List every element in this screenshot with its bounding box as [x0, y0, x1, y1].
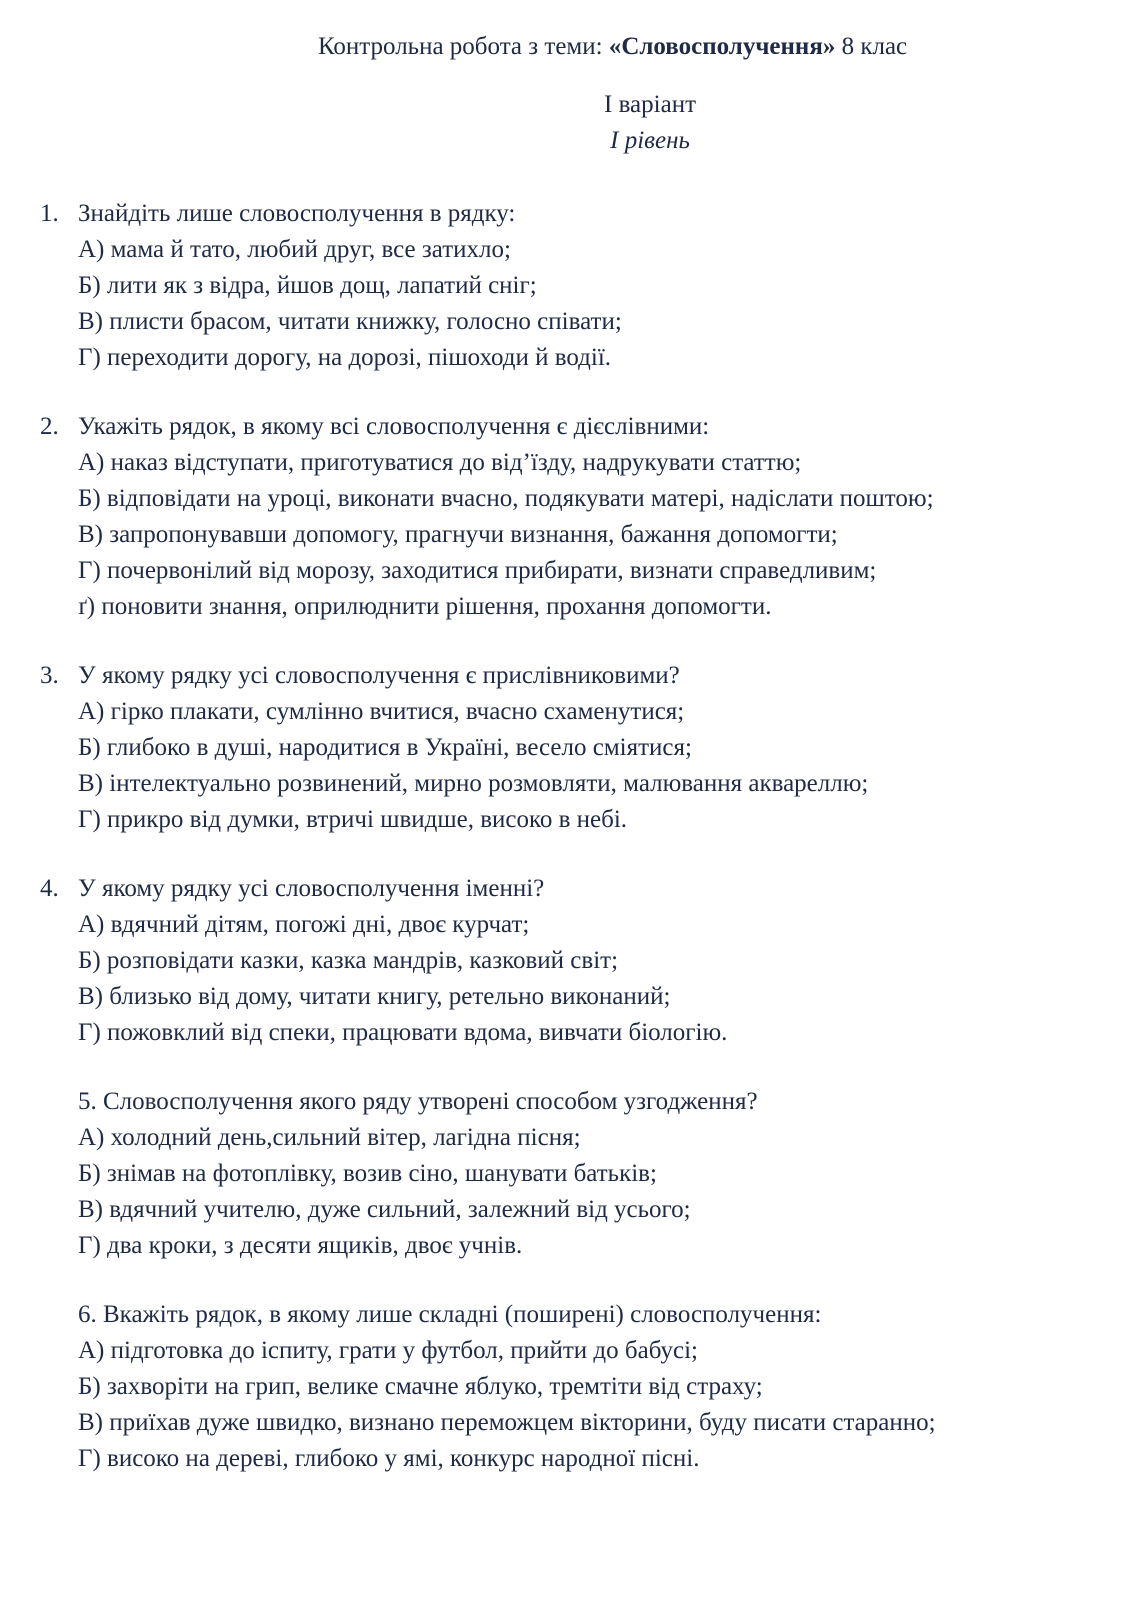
- question-2-option-b: Б) відповідати на уроці, виконати вчасно, подякувати матері, надіслати поштою;: [78, 485, 934, 512]
- question-4-text-line: [0, 871, 1130, 907]
- question-2-option-a: А) наказ відступати, приготуватися до від’їзду, надрукувати статтю;: [78, 449, 802, 476]
- question-3-option-d: Г) прикро від думки, втричі швидше, високо в небі.: [78, 806, 628, 833]
- question-5: [0, 1084, 1130, 1264]
- question-3-option-a: А) гірко плакати, сумлінно вчитися, вчасно схаменутися;: [78, 698, 685, 725]
- question-3-text-line: [0, 658, 1130, 694]
- question-3-text: У якому рядку усі словосполучення є прислівниковими?: [78, 662, 680, 689]
- question-1-option-a: А) мама й тато, любий друг, все затихло;: [78, 236, 511, 263]
- question-6-option-b: Б) захворіти на грип, велике смачне яблуко, тремтіти від страху;: [78, 1373, 763, 1400]
- level-heading: І рівень: [610, 127, 690, 154]
- question-4-option-c: В) близько від дому, читати книгу, ретельно виконаний;: [78, 983, 671, 1010]
- question-4-option-b: Б) розповідати казки, казка мандрів, казковий світ;: [78, 947, 619, 974]
- title-prefix: Контрольна робота з теми:: [318, 33, 609, 60]
- question-3-number: 3.: [40, 662, 59, 689]
- question-6-option-d: Г) високо на дереві, глибоко у ямі, конкурс народної пісні.: [78, 1445, 700, 1472]
- question-2-text-line: [0, 409, 1130, 445]
- question-3-option-b: Б) глибоко в душі, народитися в Україні, весело сміятися;: [78, 734, 692, 761]
- question-6-option-a: А) підготовка до іспиту, грати у футбол, прийти до бабусі;: [78, 1337, 698, 1364]
- question-1: [0, 196, 1130, 376]
- question-6-option-c: В) приїхав дуже швидко, визнано переможцем вікторини, буду писати старанно;: [78, 1409, 936, 1436]
- question-1-number: 1.: [40, 200, 59, 227]
- question-6-text: 6. Вкажіть рядок, в якому лише складні (поширені) словосполучення:: [78, 1301, 822, 1328]
- question-5-text: 5. Словосполучення якого ряду утворені способом узгодження?: [78, 1088, 758, 1115]
- question-4-option-a: А) вдячний дітям, погожі дні, двоє курчат;: [78, 911, 530, 938]
- title-topic: «Словосполучення»: [608, 33, 836, 60]
- question-2-text: Укажіть рядок, в якому всі словосполучення є дієслівними:: [78, 413, 710, 440]
- question-5-option-c: В) вдячний учителю, дуже сильний, залежний від усього;: [78, 1196, 691, 1223]
- question-3-option-c: В) інтелектуально розвинений, мирно розмовляти, малювання аквареллю;: [78, 770, 869, 797]
- question-1-option-d: Г) переходити дорогу, на дорозі, пішоходи й водії.: [78, 344, 612, 371]
- question-4: [0, 871, 1130, 1051]
- question-1-option-c: В) плисти брасом, читати книжку, голосно співати;: [78, 308, 622, 335]
- question-4-option-d: Г) пожовклий від спеки, працювати вдома, вивчати біологію.: [78, 1019, 728, 1046]
- question-2-option-d: Г) почервонілий від морозу, заходитися прибирати, визнати справедливим;: [78, 557, 877, 584]
- question-4-number: 4.: [40, 875, 59, 902]
- variant-heading: І варіант: [604, 91, 696, 118]
- question-2-number: 2.: [40, 413, 59, 440]
- question-1-text: Знайдіть лише словосполучення в рядку:: [78, 200, 516, 227]
- question-5-option-b: Б) знімав на фотоплівку, возив сіно, шанувати батьків;: [78, 1160, 657, 1187]
- question-6: [0, 1297, 1130, 1477]
- question-list: [0, 196, 1130, 1510]
- question-4-text: У якому рядку усі словосполучення іменні?: [78, 875, 545, 902]
- question-3: [0, 658, 1130, 838]
- question-2-option-e: ґ) поновити знання, оприлюднити рішення, прохання допомогти.: [78, 593, 772, 620]
- title-suffix: 8 клас: [835, 33, 908, 60]
- question-1-option-b: Б) лити як з відра, йшов дощ, лапатий сніг;: [78, 272, 537, 299]
- question-2: [0, 409, 1130, 625]
- question-2-option-c: В) запропонувавши допомогу, прагнучи визнання, бажання допомогти;: [78, 521, 838, 548]
- question-5-option-a: А) холодний день,сильний вітер, лагідна пісня;: [78, 1124, 581, 1151]
- question-5-option-d: Г) два кроки, з десяти ящиків, двоє учнів.: [78, 1232, 523, 1259]
- question-1-text-line: [0, 196, 1130, 232]
- page-title: [318, 30, 907, 64]
